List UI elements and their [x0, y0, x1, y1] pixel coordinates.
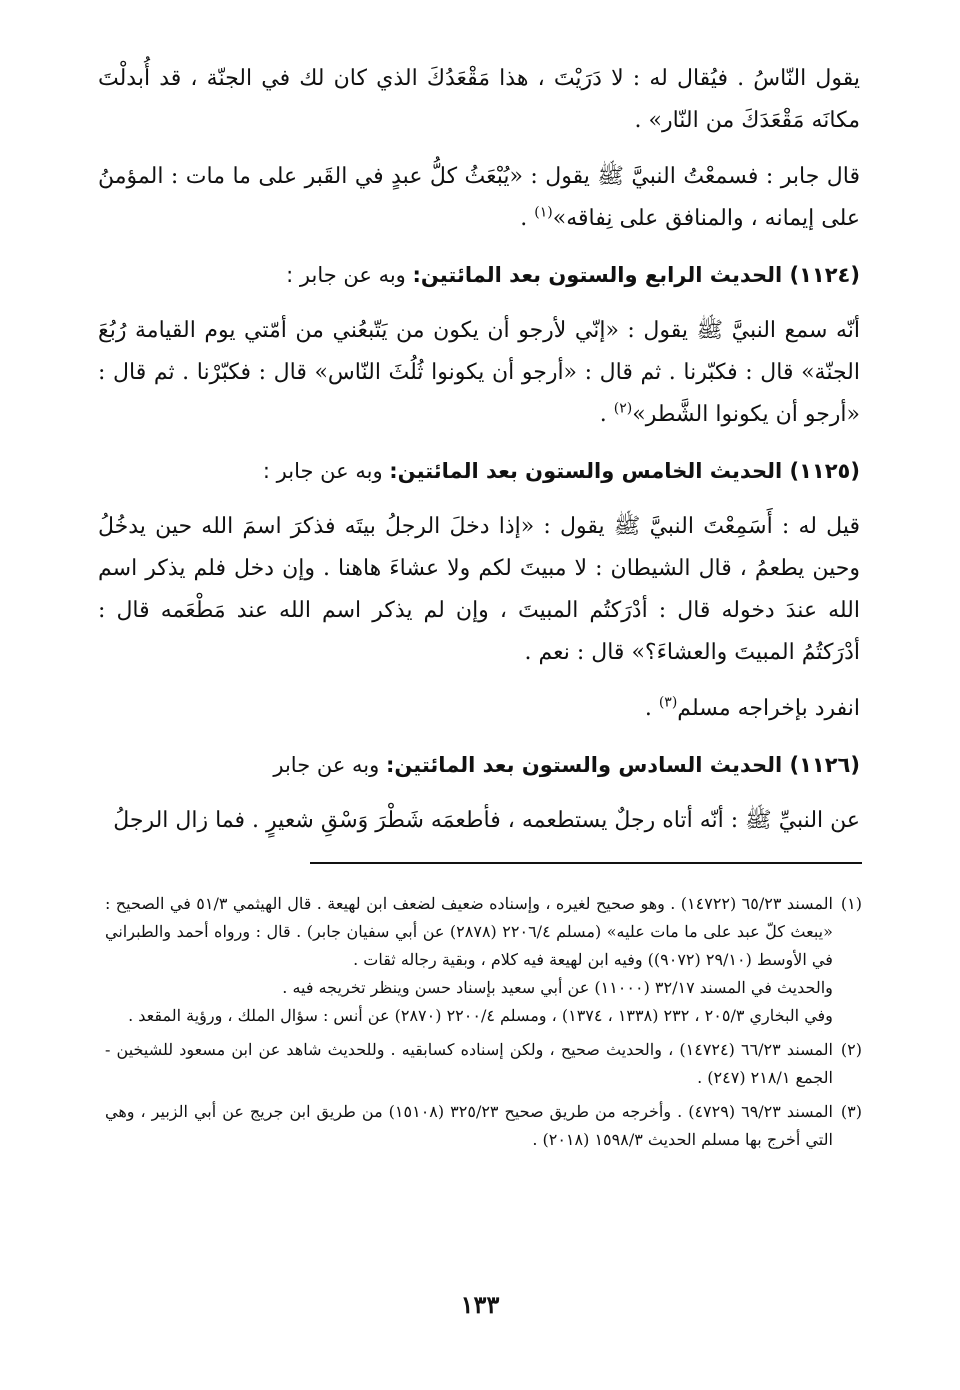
hadith-heading-1126 [98, 744, 860, 786]
hadith-heading-1126-chain: وبه عن جابر [273, 753, 386, 777]
footnote-1-line: المسند ٦٥/٢٣ (١٤٧٢٢) . وهو صحيح لغيره ، وإسناده ضعيف لضعف ابن لهيعة . قال الهيثمي ٥١/٣ في الصحيح : «يبعث كلّ عبد على ما مات عليه» (مسلم ٢٢٠٦/٤ (٢٨٧٨) عن أبي سفيان جابر) . قال : ورواه أحمد والطبراني في الأوسط (٢٩/١٠ (٩٠٧٢)) وفيه ابن لهيعة فيه كلام ، وبقية رجاله ثقات . [105, 894, 833, 969]
infarad-note [98, 688, 860, 730]
hadith-text-1124 [98, 310, 860, 436]
paragraph-2-text: قال جابر : فسمعْتُ النبيَّ ﷺ يقول : «يُبْعَثُ كلُّ عبدٍ في القَبر على ما مات : المؤمنُ على إيمانه ، والمنافق على نِفاقه» [98, 164, 860, 231]
footnote-3 [105, 1098, 862, 1154]
infarad-text: انفرد بإخراجه مسلم [677, 696, 860, 721]
paragraph-1: يقول النّاسُ . فيُقال له : لا دَرَيْتَ ، هذا مَقْعَدُكَ الذي كان لك في الجنّة ، قد أُبدلْتَ مكانَه مَقْعَدَكَ من النّار» . [98, 66, 860, 133]
page-number: ١٣٣ [460, 1290, 500, 1319]
footnote-1-number: (١) [840, 894, 862, 913]
infarad-end: . [644, 696, 659, 721]
footnote-3-number: (٣) [840, 1102, 862, 1121]
footnote-ref-1: (١) [534, 204, 553, 221]
hadith-heading-1124 [98, 254, 860, 296]
hadith-text-1124-end: . [599, 402, 614, 427]
footnote-1-line: وفي البخاري ٢٠٥/٣ ، ٢٣٢ (١٣٣٨ ، ١٣٧٤) ، ومسلم ٢٢٠٠/٤ (٢٨٧٠) عن أنس : سؤال الملك ، ورؤية المقعد . [128, 1006, 833, 1025]
hadith-text-1125: قيل له : أَسَمِعْتَ النبيَّ ﷺ يقول : «إذا دخلَ الرجلُ بيتَه فذكرَ اسمَ الله حين يدخُلُ وحين يطعمُ ، قال الشيطان : لا مبيتَ لكم ولا عشاءَ هاهنا . وإن دخل فلم يذكر اسم الله عندَ دخوله قال : أدْرَكتُم المبيتَ ، وإن لم يذكر اسم الله عند مَطْعَمه قال : أدْرَكتُمُ المبيتَ والعشاءَ؟» قال : نعم . [98, 514, 860, 665]
footnote-separator [310, 862, 862, 864]
hadith-text-1126: عن النبيِّ ﷺ : أنّه أتاه رجلٌ يستطعمه ، فأطعمَه شَطْرَ وَسْقِ شعيرٍ . فما زال الرجلُ [113, 808, 860, 833]
main-text [98, 58, 860, 856]
hadith-heading-1125-title: (١١٢٥) الحديث الخامس والستون بعد المائتين: [389, 459, 860, 483]
hadith-heading-1125-chain: وبه عن جابر : [262, 459, 390, 483]
footnote-3-body: المسند ٦٩/٢٣ (٤٧٢٩) . وأخرجه من طريق صحيح ٣٢٥/٢٣ (١٥١٠٨) من طريق ابن جريج عن أبي الزبير ، وهي التي أخرج بها مسلم الحديث ١٥٩٨/٣ (٢٠١٨) . [105, 1102, 833, 1149]
paragraph-2-end: . [520, 206, 535, 231]
footnote-1-body [105, 890, 833, 1030]
footnote-ref-2: (٢) [613, 400, 633, 417]
footnote-ref-3: (٣) [658, 694, 678, 711]
footnote-1-line: والحديث في المسند ٣٢/١٧ (١١٠٠٠) عن أبي سعيد بإسناد حسن وينظر تخريجه فيه . [282, 978, 833, 997]
paragraph-2 [98, 156, 860, 240]
footnote-2-body: المسند ٦٦/٢٣ (١٤٧٢٤) ، والحديث صحيح ، ولكن إسناده كسابقيه . وللحديث شاهد عن ابن مسعود للشيخين - الجمع ٢١٨/١ (٢٤٧) . [105, 1040, 833, 1087]
footnote-1 [105, 890, 862, 1030]
hadith-heading-1124-chain: وبه عن جابر : [286, 263, 413, 287]
footnotes [105, 890, 862, 1160]
footnote-2-number: (٢) [840, 1040, 862, 1059]
hadith-heading-1126-title: (١١٢٦) الحديث السادس والستون بعد المائتين: [385, 753, 860, 777]
hadith-heading-1125 [98, 450, 860, 492]
hadith-heading-1124-title: (١١٢٤) الحديث الرابع والستون بعد المائتين: [412, 263, 860, 287]
hadith-text-1124-body: أنّه سمع النبيَّ ﷺ يقول : «إنّي لأرجو أن يكون من يَتّبعُني من أمّتي يوم القيامة رُبُعَ الجنّة» قال : فكبّرنا . ثم قال : «أرجو أن يكونوا ثُلُثَ النّاس» قال : فكبّرْنا . ثم قال : «أرجو أن يكونوا الشَّطر» [98, 318, 860, 427]
footnote-2 [105, 1036, 862, 1092]
